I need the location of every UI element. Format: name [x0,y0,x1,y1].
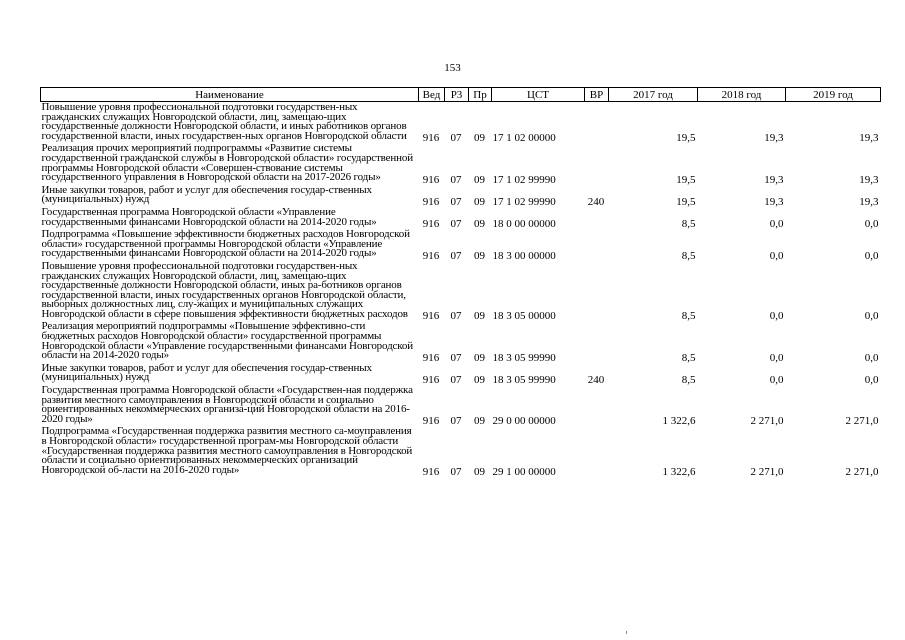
cell-pr: 09 [474,195,485,208]
cell-2019: 0,0 [864,374,879,387]
cell-pr: 09 [474,374,485,387]
cell-rz: 07 [450,351,462,364]
table-row [41,385,881,426]
table-header-row [41,88,881,102]
cell-name: Реализация прочих мероприятий подпрограммы «Развитие системы государственной гражданской службы в Новгородской области» государственной программы Новгородской области «Совершен-ствование системы государственного управления в Новгородской области на 2017-2026 годы» [41,142,413,184]
cell-cst: 18 3 05 99990 [492,351,556,364]
cell-2018: 19,3 [764,173,784,186]
cell-2018: 0,0 [769,351,784,364]
cell-cst: 29 0 00 00000 [492,415,556,428]
table-row [41,102,881,144]
cell-2018: 2 271,0 [750,415,784,428]
cell-vr [585,385,609,426]
table-row [41,321,881,362]
cell-2019: 0,0 [864,310,879,323]
cell-pr: 09 [474,351,485,364]
cell-2019: 19,3 [859,132,879,145]
cell-vr: 240 [587,374,605,387]
cell-vr [585,261,609,322]
cell-name: Повышение уровня профессиональной подготовки государствен-ных гражданских служащих Новгородской области, лиц, замещаю-щих государственные должности Новгородской области, иных ра-ботников органов государственной власти, иных государственных органов Новгородской области, выборных должностных лиц, слу-жащих и муниципальных служащих Новгородской области в сфере повышения эффективности бюджетных расходов [41,259,408,320]
cell-name: Государственная программа Новгородской области «Управление государственными финансами Новгородской области на 2014-2020 годы» [41,205,377,228]
cell-2018: 0,0 [769,218,784,231]
table-row [41,426,881,477]
cell-2019: 2 271,0 [845,415,879,428]
cell-2018: 19,3 [764,195,784,208]
cell-2018: 0,0 [769,374,784,387]
cell-name: Иные закупки товаров, работ и услуг для обеспечения государ-ственных (муниципальных) нужд [41,183,372,206]
cell-vr [585,207,609,229]
cell-ved: 916 [422,195,440,208]
cell-rz: 07 [450,173,462,186]
cell-2019: 0,0 [864,249,879,262]
header-2018: 2018 год [698,88,786,102]
cell-vr [585,229,609,261]
cell-ved: 916 [422,466,440,479]
cell-ved: 916 [422,351,440,364]
cell-ved: 916 [422,132,440,145]
cell-2019: 0,0 [864,351,879,364]
cell-ved: 916 [422,310,440,323]
table-row [41,229,881,261]
header-ved: Вед [419,88,445,102]
cell-vr [585,143,609,184]
cell-2017: 19,5 [676,195,696,208]
cell-cst: 18 3 00 00000 [492,249,556,262]
cell-cst: 17 1 02 99990 [492,173,556,186]
cell-vr: 240 [587,195,605,208]
cell-pr: 09 [474,173,485,186]
header-2017: 2017 год [609,88,698,102]
cell-pr: 09 [474,415,485,428]
cell-2018: 0,0 [769,249,784,262]
cell-2017: 19,5 [676,173,696,186]
cell-pr: 09 [474,310,485,323]
cell-rz: 07 [450,310,462,323]
table-row [41,185,881,207]
cell-ved: 916 [422,173,440,186]
cell-vr [585,426,609,477]
header-name: Наименование [41,88,419,102]
table-row [41,207,881,229]
cell-rz: 07 [450,218,462,231]
cell-ved: 916 [422,374,440,387]
cell-cst: 18 0 00 00000 [492,218,556,231]
cell-ved: 916 [422,415,440,428]
table-row [41,363,881,385]
cell-rz: 07 [450,466,462,479]
header-cst: ЦСТ [492,88,585,102]
cell-2017: 8,5 [681,374,696,387]
header-vr: ВР [585,88,609,102]
cell-name: Иные закупки товаров, работ и услуг для обеспечения государ-ственных (муниципальных) нужд [41,361,372,384]
cell-pr: 09 [474,249,485,262]
cell-cst: 18 3 05 00000 [492,310,556,323]
cell-pr: 09 [474,466,485,479]
page-number: 153 [444,62,461,74]
cell-pr: 09 [474,132,485,145]
cell-2017: 8,5 [681,310,696,323]
table-body [41,102,881,478]
cell-rz: 07 [450,195,462,208]
cell-ved: 916 [422,218,440,231]
cell-rz: 07 [450,415,462,428]
cell-2019: 2 271,0 [845,466,879,479]
cell-rz: 07 [450,249,462,262]
cell-2018: 0,0 [769,310,784,323]
scan-speck [626,631,627,634]
cell-2018: 2 271,0 [750,466,784,479]
cell-cst: 29 1 00 00000 [492,466,556,479]
cell-vr [585,321,609,362]
cell-vr [585,102,609,144]
cell-pr: 09 [474,218,485,231]
cell-name: Повышение уровня профессиональной подготовки государствен-ных гражданских служащих Новгородской области, лиц, замещаю-щих государственные должности Новгородской области, и иных работников органов государственной власти, иных государствен-ных органов Новгородской области [41,101,407,142]
cell-2019: 0,0 [864,218,879,231]
cell-name: Подпрограмма «Государственная поддержка развития местного са-моуправления в Новгородской области» государственной програм-мы Новгородской области «Государственная поддержка развития местного самоуправления в Новгородской области и социально ориентированных некоммерческих организаций Новгородской об-ласти на 2016-2020 годы» [41,425,413,476]
table-row [41,143,881,184]
cell-2017: 19,5 [676,132,696,145]
budget-table [40,87,881,477]
cell-cst: 17 1 02 00000 [492,132,556,145]
cell-name: Подпрограмма «Повышение эффективности бюджетных расходов Новгородской области» государственной программы Новгородской области «Управление государственными финансами Новгородской области на 2014-2020 годы» [41,228,410,260]
cell-cst: 18 3 05 99990 [492,374,556,387]
cell-cst: 17 1 02 99990 [492,195,556,208]
cell-2018: 19,3 [764,132,784,145]
cell-2017: 8,5 [681,351,696,364]
cell-rz: 07 [450,374,462,387]
cell-2017: 1 322,6 [662,466,696,479]
cell-2019: 19,3 [859,173,879,186]
cell-2019: 19,3 [859,195,879,208]
cell-2017: 1 322,6 [662,415,696,428]
cell-2017: 8,5 [681,218,696,231]
cell-2017: 8,5 [681,249,696,262]
header-rz: Р3 [445,88,469,102]
cell-rz: 07 [450,132,462,145]
cell-ved: 916 [422,249,440,262]
header-2019: 2019 год [786,88,881,102]
table-row [41,261,881,322]
cell-name: Государственная программа Новгородской области «Государствен-ная поддержка развития местного самоуправления в Новгородской области и социально ориентированных некоммерческих организа-ций Новгородской области на 2016-2020 годы» [41,384,413,425]
header-pr: Пр [469,88,492,102]
cell-name: Реализация мероприятий подпрограммы «Повышение эффективно-сти бюджетных расходов Новгородской области» государственной программы Новгородской области «Управление государственными финансами Новгородской области на 2014-2020 годы» [41,320,413,362]
